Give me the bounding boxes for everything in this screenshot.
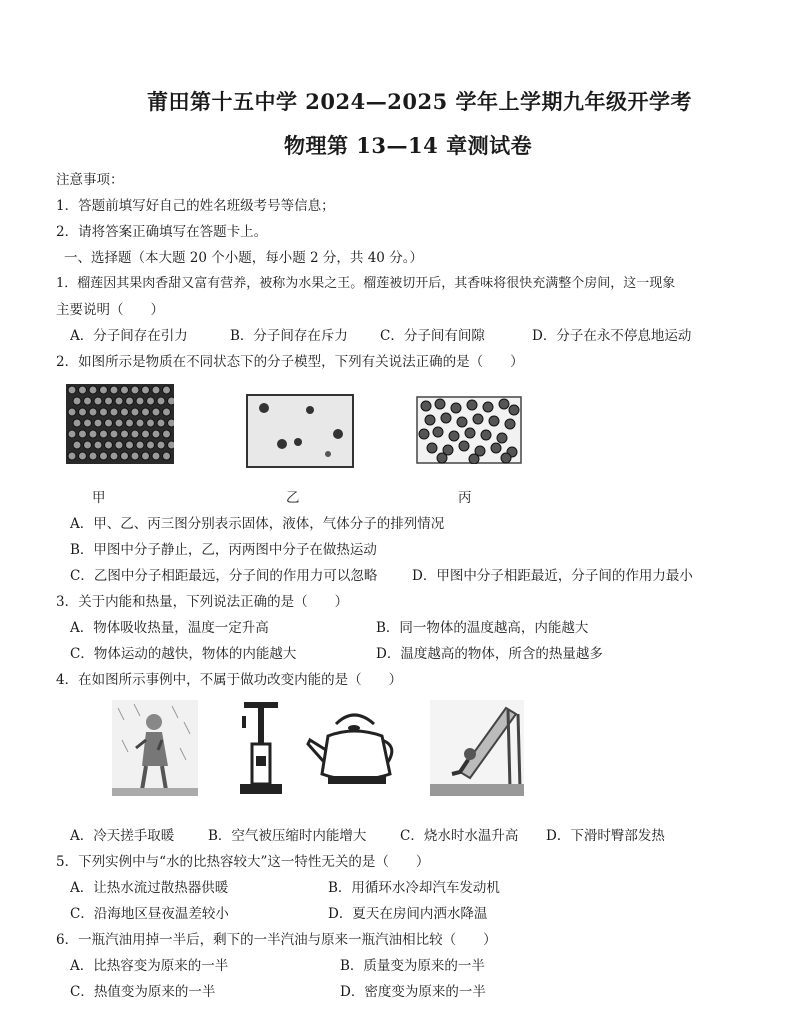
option-a: A．比热容变为原来的一半 — [70, 958, 229, 974]
question-stem: 2．如图所示是物质在不同状态下的分子模型，下列有关说法正确的是（ ） — [56, 354, 524, 370]
option-d: D．密度变为原来的一半 — [340, 984, 486, 1000]
figure-label: 丙 — [458, 490, 472, 506]
question-stem: 5．下列实例中与“水的比热容较大”这一特性无关的是（ ） — [56, 854, 430, 870]
liquid-molecule-figure — [416, 396, 522, 464]
question-stem-continued: 主要说明（ ） — [56, 302, 164, 318]
option-b: B．质量变为原来的一半 — [340, 958, 485, 974]
question-stem: 3．关于内能和热量，下列说法正确的是（ ） — [56, 594, 349, 610]
notes-heading: 注意事项： — [56, 172, 124, 188]
option-d: D．温度越高的物体，所含的热量越多 — [376, 646, 603, 662]
option-c: C．热值变为原来的一半 — [70, 984, 216, 1000]
option-d: D．甲图中分子相距最近，分子间的作用力最小 — [412, 568, 693, 584]
option-c: C．沿海地区昼夜温差较小 — [70, 906, 229, 922]
question-stem: 1．榴莲因其果肉香甜又富有营养，被称为水果之王。榴莲被切开后，其香味将很快充满整个房间，这一现象 — [56, 276, 676, 291]
option-a: A．冷天搓手取暖 — [70, 828, 175, 844]
solid-molecule-figure — [66, 384, 174, 464]
option-c: C．烧水时水温升高 — [400, 828, 519, 844]
slide-figure — [430, 700, 524, 796]
exam-subtitle: 物理第 13—14 章测试卷 — [284, 133, 533, 158]
notes-item: 2．请将答案正确填写在答题卡上。 — [56, 224, 268, 240]
option-c: C．分子间有间隙 — [380, 328, 485, 344]
option-b: B．用循环水冷却汽车发动机 — [328, 880, 500, 896]
section-heading: 一、选择题（本大题 20 个小题，每小题 2 分，共 40 分。） — [64, 250, 423, 266]
question-stem: 4．在如图所示事例中，不属于做功改变内能的是（ ） — [56, 672, 403, 688]
option-a: A．甲、乙、丙三图分别表示固体，液体，气体分子的排列情况 — [70, 516, 445, 532]
question-stem: 6．一瓶汽油用掉一半后，剩下的一半汽油与原来一瓶汽油相比较（ ） — [56, 932, 497, 948]
option-b: B．甲图中分子静止，乙，丙两图中分子在做热运动 — [70, 542, 377, 558]
option-b: B．空气被压缩时内能增大 — [208, 828, 367, 844]
rubbing-hands-figure — [112, 700, 198, 796]
option-d: D．夏天在房间内洒水降温 — [328, 906, 488, 922]
exam-title: 莆田第十五中学 2024—2025 学年上学期九年级开学考 — [147, 89, 693, 114]
option-a: A．让热水流过散热器供暖 — [70, 880, 229, 896]
option-d: D．分子在永不停息地运动 — [532, 328, 692, 344]
option-b: B．同一物体的温度越高，内能越大 — [376, 620, 589, 636]
figure-label: 甲 — [92, 490, 106, 506]
gas-molecule-figure — [246, 394, 354, 468]
option-a: A．分子间存在引力 — [70, 328, 188, 344]
air-compression-figure — [236, 700, 286, 796]
option-c: C．物体运动的越快，物体的内能越大 — [70, 646, 297, 662]
option-d: D．下滑时臀部发热 — [546, 828, 665, 844]
kettle-figure — [306, 710, 406, 794]
notes-item: 1．答题前填写好自己的姓名班级考号等信息； — [56, 198, 335, 214]
option-a: A．物体吸收热量，温度一定升高 — [70, 620, 269, 636]
option-c: C．乙图中分子相距最远，分子间的作用力可以忽略 — [70, 568, 378, 584]
option-b: B．分子间存在斥力 — [230, 328, 348, 344]
figure-label: 乙 — [286, 490, 300, 506]
